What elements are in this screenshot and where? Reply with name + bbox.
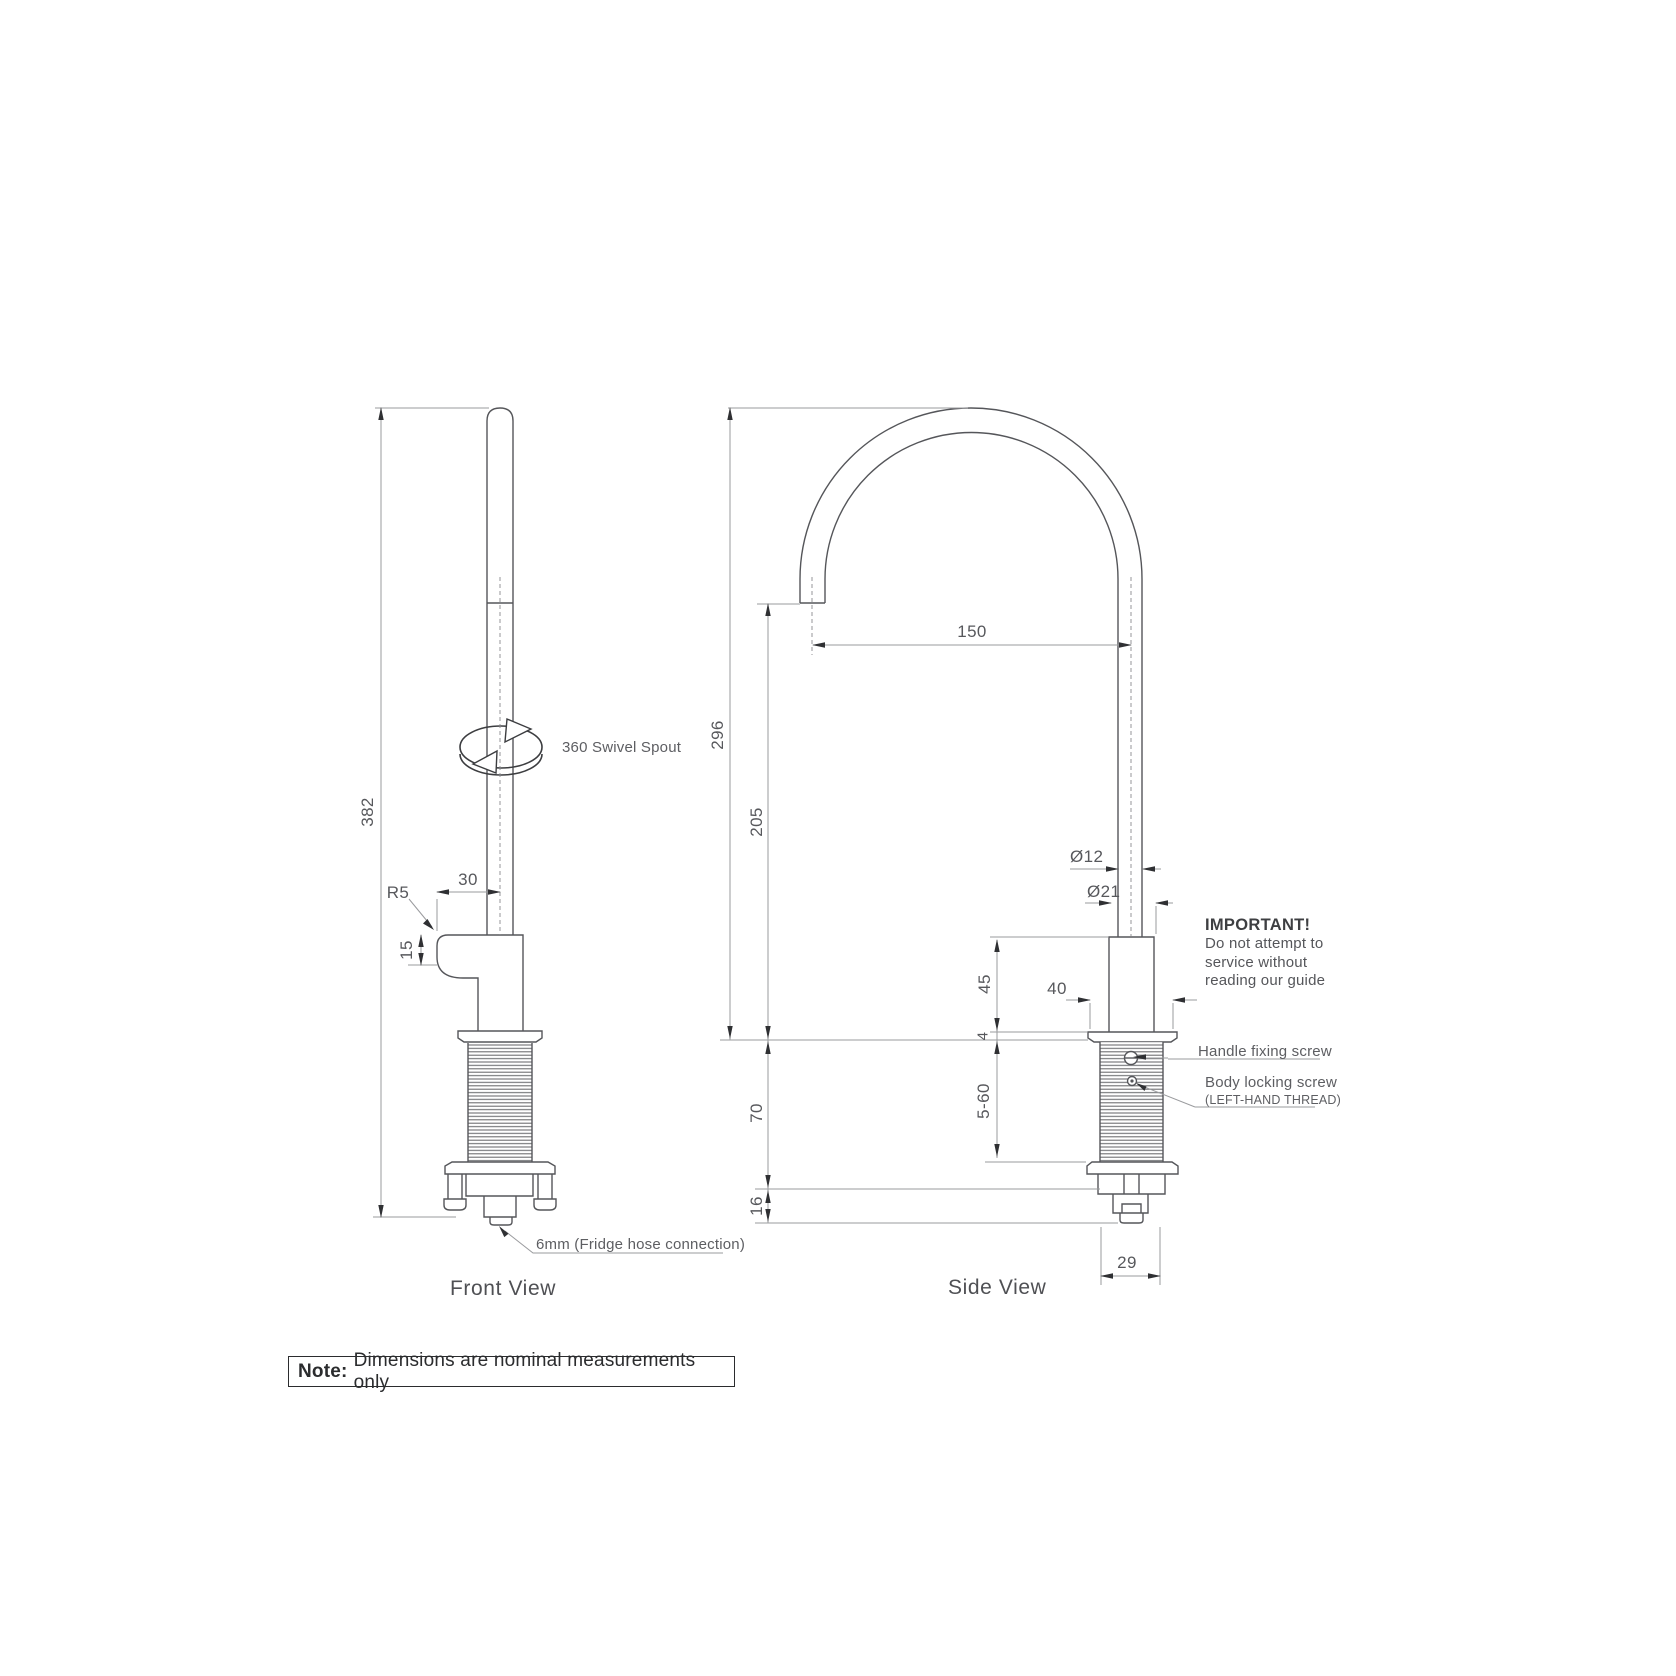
handle-fixing-screw-callout: Handle fixing screw	[1198, 1043, 1332, 1060]
front-mounting-bracket	[466, 1174, 533, 1196]
dim-deck-thickness-range: 5-60	[974, 1083, 993, 1119]
dim-spout-clearance: 205	[747, 807, 766, 837]
dim-connector-length: 16	[747, 1196, 766, 1216]
side-base-flange	[1088, 1032, 1177, 1042]
swivel-rotation-ring	[460, 719, 542, 775]
front-locknut-flange	[445, 1162, 555, 1174]
swivel-spout-annotation: 360 Swivel Spout	[562, 739, 682, 756]
front-view-label: Front View	[450, 1277, 556, 1300]
dim-shank-diameter: 29	[1117, 1253, 1137, 1272]
side-locknut-flange	[1087, 1162, 1178, 1174]
front-hose-connector	[484, 1196, 516, 1217]
note-box	[288, 1349, 735, 1393]
front-view-faucet-outline	[437, 408, 556, 1225]
dim-handle-reach: 30	[458, 870, 478, 889]
dim-under-bench-height: 70	[747, 1103, 766, 1123]
dim-handle-radius: R5	[386, 883, 410, 902]
side-view-label: Side View	[948, 1276, 1047, 1299]
front-base-flange	[458, 1031, 542, 1042]
important-notice	[1205, 916, 1325, 991]
dim-overall-height: 382	[358, 797, 377, 827]
rotation-arrow-bottom-icon	[473, 751, 497, 773]
side-body	[1109, 937, 1154, 1032]
dim-base-plate-thickness: 4	[974, 1031, 992, 1041]
important-line-3: reading our guide	[1205, 972, 1326, 989]
body-locking-screw-callout: Body locking screw	[1205, 1074, 1337, 1091]
dim-spout-diameter: Ø12	[1070, 847, 1104, 866]
note-label: Note:	[298, 1360, 348, 1382]
body-locking-screw-note: (LEFT-HAND THREAD)	[1205, 1093, 1342, 1107]
hose-connection-annotation: 6mm (Fridge hose connection)	[536, 1236, 746, 1253]
centerlines	[500, 577, 1131, 936]
dim-base-diameter: 40	[1047, 979, 1067, 998]
dim-spout-reach: 150	[957, 622, 987, 641]
important-line-2: service without	[1205, 953, 1308, 971]
front-body-handle	[437, 935, 523, 1031]
note-text: Dimensions are nominal measurements only	[353, 1349, 696, 1393]
important-line-1: Do not attempt to	[1205, 935, 1324, 952]
dim-height-to-spout: 296	[708, 720, 727, 750]
rotation-arrow-top-icon	[505, 719, 531, 742]
dim-body-diameter: Ø21	[1087, 882, 1121, 901]
front-threaded-shank	[468, 1043, 532, 1162]
important-heading: IMPORTANT!	[1205, 916, 1311, 934]
side-mounting-bracket	[1098, 1174, 1165, 1194]
dim-handle-thickness: 15	[397, 940, 416, 960]
front-mounting-bolts	[448, 1174, 552, 1199]
dim-body-height: 45	[975, 974, 994, 994]
